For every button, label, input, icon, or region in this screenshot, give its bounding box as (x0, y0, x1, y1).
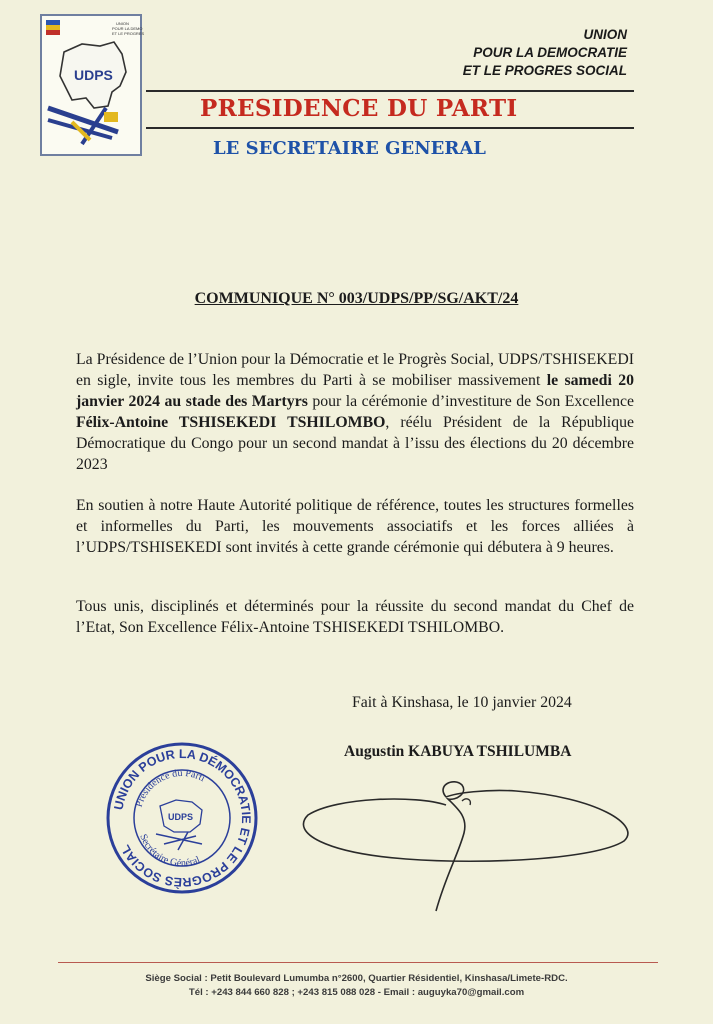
paragraph-3: Tous unis, disciplinés et déterminés pour la réussite du second mandat du Chef de l’Etat, Son Excellence Félix-Antoine TSHISEKEDI TSHILOMBO. (76, 598, 634, 636)
footer-contact: Tél : +243 844 660 828 ; +243 815 088 028 - Email : auguyka70@gmail.com (188, 987, 525, 998)
presidence-title: PRESIDENCE DU PARTI (200, 95, 518, 122)
communique-reference: COMMUNIQUE N° 003/UDPS/PP/SG/AKT/24 (194, 290, 519, 307)
svg-text:POUR LA DEMO: POUR LA DEMO (112, 26, 143, 31)
paragraph-1-text-a: La Présidence de l’Union pour la Démocratie et le Progrès Social, UDPS/TSHISEKEDI en sigle, invite tous les membres du Parti à se mobiliser massivement (76, 351, 634, 389)
party-logo (40, 14, 145, 156)
paragraph-1-president-name: Félix-Antoine TSHISEKEDI TSHILOMBO (76, 414, 386, 431)
org-line-1: UNION (583, 27, 627, 42)
svg-text:UNION: UNION (116, 21, 129, 26)
paragraph-1-date-venue: le samedi 20 janvier 2024 au stade des Martyrs (76, 372, 634, 410)
footer-address: Siège Social : Petit Boulevard Lumumba n°2600, Quartier Résidentiel, Kinshasa/Limete-RDC. (145, 973, 568, 984)
footer-rule (58, 962, 658, 963)
stamp-inner-bottom: Secrétaire Général (137, 832, 202, 870)
paragraph-1 (76, 349, 634, 475)
paragraph-1-text-c: pour la cérémonie d’investiture de Son Excellence (307, 393, 634, 410)
paragraph-1-text-e: , réélu Président de la République Démocratique du Congo pour un second mandat à l’issu des élections du 20 décembre 2023 (76, 414, 634, 473)
header-rule-bottom (146, 127, 634, 129)
paragraph-2: En soutien à notre Haute Autorité politique de référence, toutes les structures formelles et informelles du Parti, les mouvements associatifs et les forces alliées à l’UDPS/TSHISEKEDI sont invités à cette grande cérémonie qui débutera à 9 heures. (76, 497, 634, 556)
secretaire-subtitle: LE SECRETAIRE GENERAL (213, 138, 486, 159)
header-rule-top (146, 90, 634, 92)
organization-name (463, 26, 627, 80)
official-stamp (104, 740, 260, 896)
stamp-outer-text: UNION POUR LA DÉMOCRATIE ET LE PROGRÈS SOCIAL (111, 746, 254, 890)
svg-text:ET LE PROGRES: ET LE PROGRES (112, 31, 145, 36)
stamp-center-text: UDPS (168, 812, 194, 822)
signatory-name: Augustin KABUYA TSHILUMBA (344, 743, 572, 760)
handwritten-signature (296, 775, 636, 915)
stamp-inner-top: Présidence du Parti (133, 767, 207, 809)
org-line-2: POUR LA DEMOCRATIE (473, 45, 627, 60)
org-line-3: ET LE PROGRES SOCIAL (462, 63, 627, 78)
party-logo-graphic (42, 16, 145, 154)
place-and-date: Fait à Kinshasa, le 10 janvier 2024 (352, 694, 572, 711)
svg-text:UDPS: UDPS (74, 67, 113, 83)
